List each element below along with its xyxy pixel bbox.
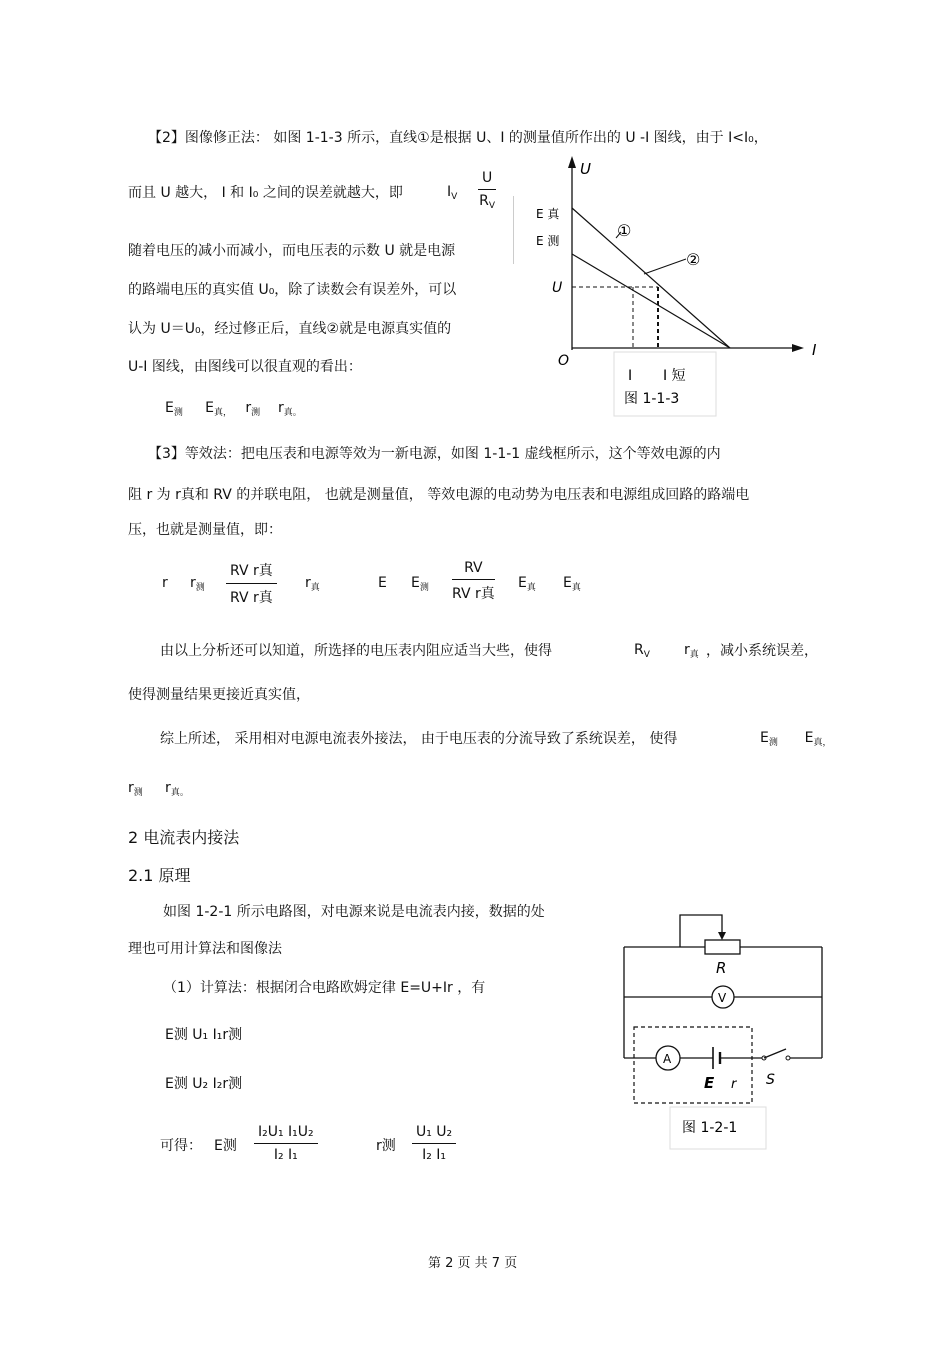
- line-1: [572, 208, 730, 348]
- result-r-meas: r测: [376, 1138, 396, 1154]
- paragraph-line: 而且 U 越大， I 和 I₀ 之间的误差就越大，即: [128, 185, 403, 201]
- rheostat: [705, 940, 740, 954]
- formula-e-fraction: RV RV r真: [452, 560, 495, 602]
- subsection-heading: 2.1 原理: [128, 866, 191, 885]
- internal-resistance-label: r: [731, 1077, 737, 1092]
- paragraph-line: 理也可用计算法和图像法: [128, 941, 282, 957]
- e-meas-label: E 测: [536, 234, 560, 248]
- slider-arrow: [718, 932, 726, 940]
- resistor-label: R: [716, 959, 727, 977]
- e-inequality: $E_测$ $E_{真,}$: [760, 730, 832, 748]
- formula-r-true: $r_真$: [305, 575, 320, 593]
- iv-symbol: $I_V$: [447, 184, 458, 202]
- paragraph-line: 使得测量结果更接近真实值，: [128, 687, 310, 703]
- line-1-label: ①: [617, 221, 632, 240]
- paragraph-line: 由以上分析还可以知道，所选择的电压表内阻应适当大些，使得: [160, 643, 552, 659]
- paragraph-line: （1）计算法：根据闭合电路欧姆定律 E=U+Ir ，有: [163, 980, 486, 996]
- line-2: [572, 254, 730, 348]
- paragraph-line: 阻 r 为 r真和 RV 的并联电阻， 也就是测量值， 等效电源的电动势为电压表和电源组成回路的路端电: [128, 487, 750, 503]
- formula-r: r: [162, 575, 168, 591]
- figure-1-2-1: [610, 905, 835, 1155]
- rv-symbol: $R_V$: [634, 642, 650, 660]
- i-short-label: I 短: [663, 368, 686, 384]
- u-axis-arrow: [568, 156, 576, 168]
- result-e-meas: E测: [214, 1138, 237, 1154]
- paragraph-line: 认为 U＝U₀，经过修正后，直线②就是电源真实值的: [128, 321, 452, 337]
- paragraph-line: U-I 图线，由图线可以很直观的看出：: [128, 359, 362, 375]
- u-over-rv-fraction: $\frac{U}{R_V}$: [479, 170, 496, 211]
- formula-r-fraction: RV r真 RV r真: [226, 560, 277, 607]
- switch-blade: [764, 1049, 786, 1058]
- paragraph-line: 压，也就是测量值，即：: [128, 522, 282, 538]
- switch-contact: [786, 1056, 790, 1060]
- paragraph-line: 【2】图像修正法： 如图 1-1-3 所示，直线①是根据 U、I 的测量值所作出的 U -I 图线，由于 I<I₀，: [148, 130, 768, 146]
- i-axis-arrow: [792, 344, 804, 352]
- e-true-label: E 真: [536, 207, 560, 221]
- formula-r-meas: $r_测$: [190, 575, 205, 593]
- paragraph-line-end: ，减小系统误差，: [706, 643, 818, 659]
- equation-1: E测 U₁ I₁r测: [165, 1027, 243, 1043]
- u-level-label: U: [552, 280, 563, 296]
- paragraph-line: 如图 1-2-1 所示电路图，对电源来说是电流表内接，数据的处: [163, 904, 545, 920]
- result-r-fraction: $\frac{\text{U₁ U₂}}{\text{I₂ I₁}}$: [412, 1124, 456, 1163]
- i-measured-label: I: [628, 368, 633, 384]
- i-axis-label: I: [812, 341, 817, 359]
- figure-1-1-3: [520, 150, 840, 420]
- switch-label: S: [766, 1072, 775, 1088]
- r-inequality: $r_测$ $r_{真。}$: [128, 780, 189, 798]
- ammeter-label: A: [663, 1052, 672, 1066]
- formula-e: E: [378, 575, 387, 591]
- section-heading: 2 电流表内接法: [128, 828, 240, 847]
- slider-wire: [680, 915, 722, 947]
- formula-e-true-2: $E_真$: [563, 575, 581, 593]
- origin-label: O: [558, 353, 570, 369]
- line-2-leader: [644, 259, 686, 274]
- page-footer: 第 2 页 共 7 页: [428, 1256, 518, 1271]
- paragraph-line: 随着电压的减小而减小，而电压表的示数 U 就是电源: [128, 243, 456, 259]
- emf-label: E: [704, 1074, 715, 1092]
- figure-caption: 图 1-1-3: [624, 391, 680, 407]
- conclusion-inequality: $E_测$ $E_{真,}$ $r_测$ $r_{真。}$: [165, 400, 302, 418]
- r-true-symbol: $r_真$: [684, 642, 699, 660]
- formula-e-true-1: $E_真$: [518, 575, 536, 593]
- paragraph-line: 综上所述， 采用相对电源电流表外接法， 由于电压表的分流导致了系统误差， 使得: [160, 731, 678, 747]
- paragraph-line: 的路端电压的真实值 U₀，除了读数会有误差外，可以: [128, 282, 457, 298]
- figure-caption: 图 1-2-1: [682, 1120, 738, 1136]
- divider: [513, 196, 514, 264]
- line-2-label: ②: [686, 250, 701, 269]
- voltmeter-label: V: [718, 991, 727, 1005]
- formula-e-meas: $E_测$: [411, 575, 429, 593]
- result-e-fraction: $\frac{\text{I₂U₁ I₁U₂}}{\text{I₂ I₁}}$: [254, 1124, 318, 1163]
- equation-2: E测 U₂ I₂r测: [165, 1076, 243, 1092]
- result-label: 可得：: [160, 1138, 202, 1154]
- u-axis-label: U: [580, 160, 591, 178]
- paragraph-line: 【3】等效法：把电压表和电源等效为一新电源，如图 1-1-1 虚线框所示，这个等效电源的内: [148, 446, 721, 462]
